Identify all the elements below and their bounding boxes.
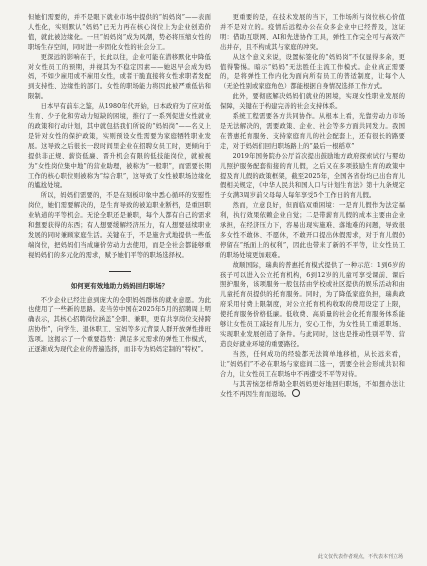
closing-paragraph: [220, 380, 405, 401]
left-column: [28, 13, 211, 355]
paragraph: 当然，任何成功的经验都无法简单地移植，从长远来看，让“妈妈们”不必在职场与家庭间二选一，需要全社会形成共识和合力，让女性员工在职场中不再遭受不平等对待。: [220, 350, 405, 378]
section-subheading: 如何更有效地助力妈妈回归职场？: [70, 281, 169, 290]
footer-note: 此文仅代表作者观点，不代表本刊立场: [317, 554, 403, 560]
paragraph: 不少企业已经注意到庞大的全职妈妈群体的就业意愿。为此也使用了一些新的思路。麦当劳中国在2025年5月的招聘周上明确表示，其核心招聘岗位涵盖“全职、兼职，更有共享岗位支持跨店协作”，向学生、退休职工、宝妈等多元背景人群开放弹性排班选项。这揭示了一个重要趋势：满足多元需求的弹性工作模式，正逐渐成为现代企业的普遍选择，而非专为妈妈定制的“特权”。: [28, 296, 211, 354]
paragraph: 故顺国际，瑞典的普惠托育模式提供了一种示范：1到6岁的孩子可以进入公立托育机构，6到12岁的儿童可享受课前、课后照护服务，该项服务一般包括由学校或社区提供的娱乐活动和由儿童托育员提供的托育服务。同时，为了降低家庭负担，瑞典政府采用付费上限制度，对公立托育机构收取的费用设定了上限，使托育服务价格低廉。低收费、高质量的社会化托育服务体系能够让女性员工减轻育儿压力，安心工作，为女性员工重返职场、实现职业发展创造了条件。与此同时，这也是推动性别平等、营造良好就业环境的重要路径。: [220, 261, 405, 348]
right-column: [220, 13, 405, 400]
paragraph: 系统工程需要各方共同协作。从根本上看，光靠劳动力市场是无法解决的，需要政策、企业、社会等多方面共同发力。我国在普惠托育服务、支持家庭育儿的社会配套上，还有很长的路要走，对于妈妈们回归职场路上的“最后一根稻草”: [220, 113, 405, 150]
paragraph: 但她们需要的，并不是眼下就业市场中提供的“妈妈岗”——表面人性化，实则默认“妈妈”已无力再在核心岗位上为企业创造价值，就此被边缘化。一旦“妈妈岗”成为风潮，势必将压缩女性的职场生存空间，同时进一步固化女性的社会分工。: [28, 14, 211, 51]
end-mark-icon: [292, 389, 300, 397]
left-intro-paragraphs: [28, 13, 211, 261]
paragraph: 然而，立意良好，但面临双重困境：一是育儿假作为法定福利，执行效果依赖企业自觉；二是带薪育儿假的成本主要由企业承担，在经济压力下，容易出现实施难、落地难的问题，导致很多女性不敢休、不愿休，不敢开口提出休假需求，对于育儿假仍停留在“纸面上的权利”，因此也带来了新的不平等，让女性员工的职场处境更加艰难。: [220, 202, 405, 259]
paragraph: 从这个意义来说，设置标签化的“妈妈岗”不仅显得多余，更值得警惕。暗示“妈妈”无法胜任主流工作模式。企业真正需要的，是将弹性工作内化为面向所有员工的普适制度，让每个人（无论性别或家庭角色）都能根据自身情况选择工作方式。: [220, 53, 405, 91]
paragraph: 日本早有前车之鉴，从1980年代开始，日本政府为了应对低生育、少子化和劳动力短缺的困境，推行了一系列促进女性就业的政策和行动计划，其中就包括我们所说的“妈妈岗”——名义上是针对女性的保护政策，实则预设女性需要为家庭牺牲职业发展。这导致之后很长一段时间里企业在招聘女员工时，更倾向于提供非正规、薪资低廉、晋升机会有限的低技能岗位，就被视为“女性岗位集中地”的营业助理，被称为“一般职”，而需要长期工作的核心职位则被称为“综合职”，这导致了女性被职场边缘化的尴尬处境。: [28, 103, 211, 190]
section-divider: [28, 265, 211, 279]
paragraph: 2019年国务院办公厅首次提出鼓励地方政府探索试行与婴幼儿照护服务配套衔接的育儿假，之后又在多项鼓励生育的政策中提及育儿假的政策框架，截至2025年，全国各省份均已出台育儿假相关规定，《中华人民共和国人口与计划生育法》第十九条规定子女满3周岁前父母每人每年享受5个工作日的育儿假。: [220, 152, 405, 200]
paragraph: 更深远的影响在于，长此以往，企业可能在潜移默化中降低对女性员工的预期，并视其为不稳定因素——她迟早会成为妈妈，不如少雇用或不雇用女性，或者干脆直接将女性求职者发配到支持性、边缘性的部门。女性的职场能力将因此被严重低估和限制。: [28, 53, 211, 101]
paragraph: 此外，要彻底解决妈妈们就业的困境，实现女性职业发展的保障，关键在于构建完善的社会支持体系。: [220, 93, 405, 111]
closing-text: 与其苦恼怎样帮助全职妈妈更好地回归职场，不如想办法让女性不再因生育而退场。: [220, 380, 405, 399]
paragraph: 所以，妈妈们需要的，不是在刻板印象中悉心循环的安慰性岗位，她们需要解决的，是生育导致的被迫职业断档，是重回职业轨道的平等机会。无论全职还是兼职，每个人都有自己的需求和想要获得的东西；有人想要缓解经济压力，有人想要延续职业发展的同时兼顾家庭生活。关键在于，不是施舍式地提供一些低端岗位，把妈妈们当成廉价劳动力去使用，而是全社会都能够重视妈妈们的多元化的需求，赋予她们平等的职场选择权。: [28, 192, 211, 259]
paragraph: 更重要的是，在技术发展的当下，工作场所与岗位核心价值并不是对立的。疫情后远程办公在众多企业中已经普及，这证明：借助互联网、AI和先进协作工具，弹性工作完全可与高效产出并存，且不构成其与家庭的冲突。: [220, 14, 405, 51]
